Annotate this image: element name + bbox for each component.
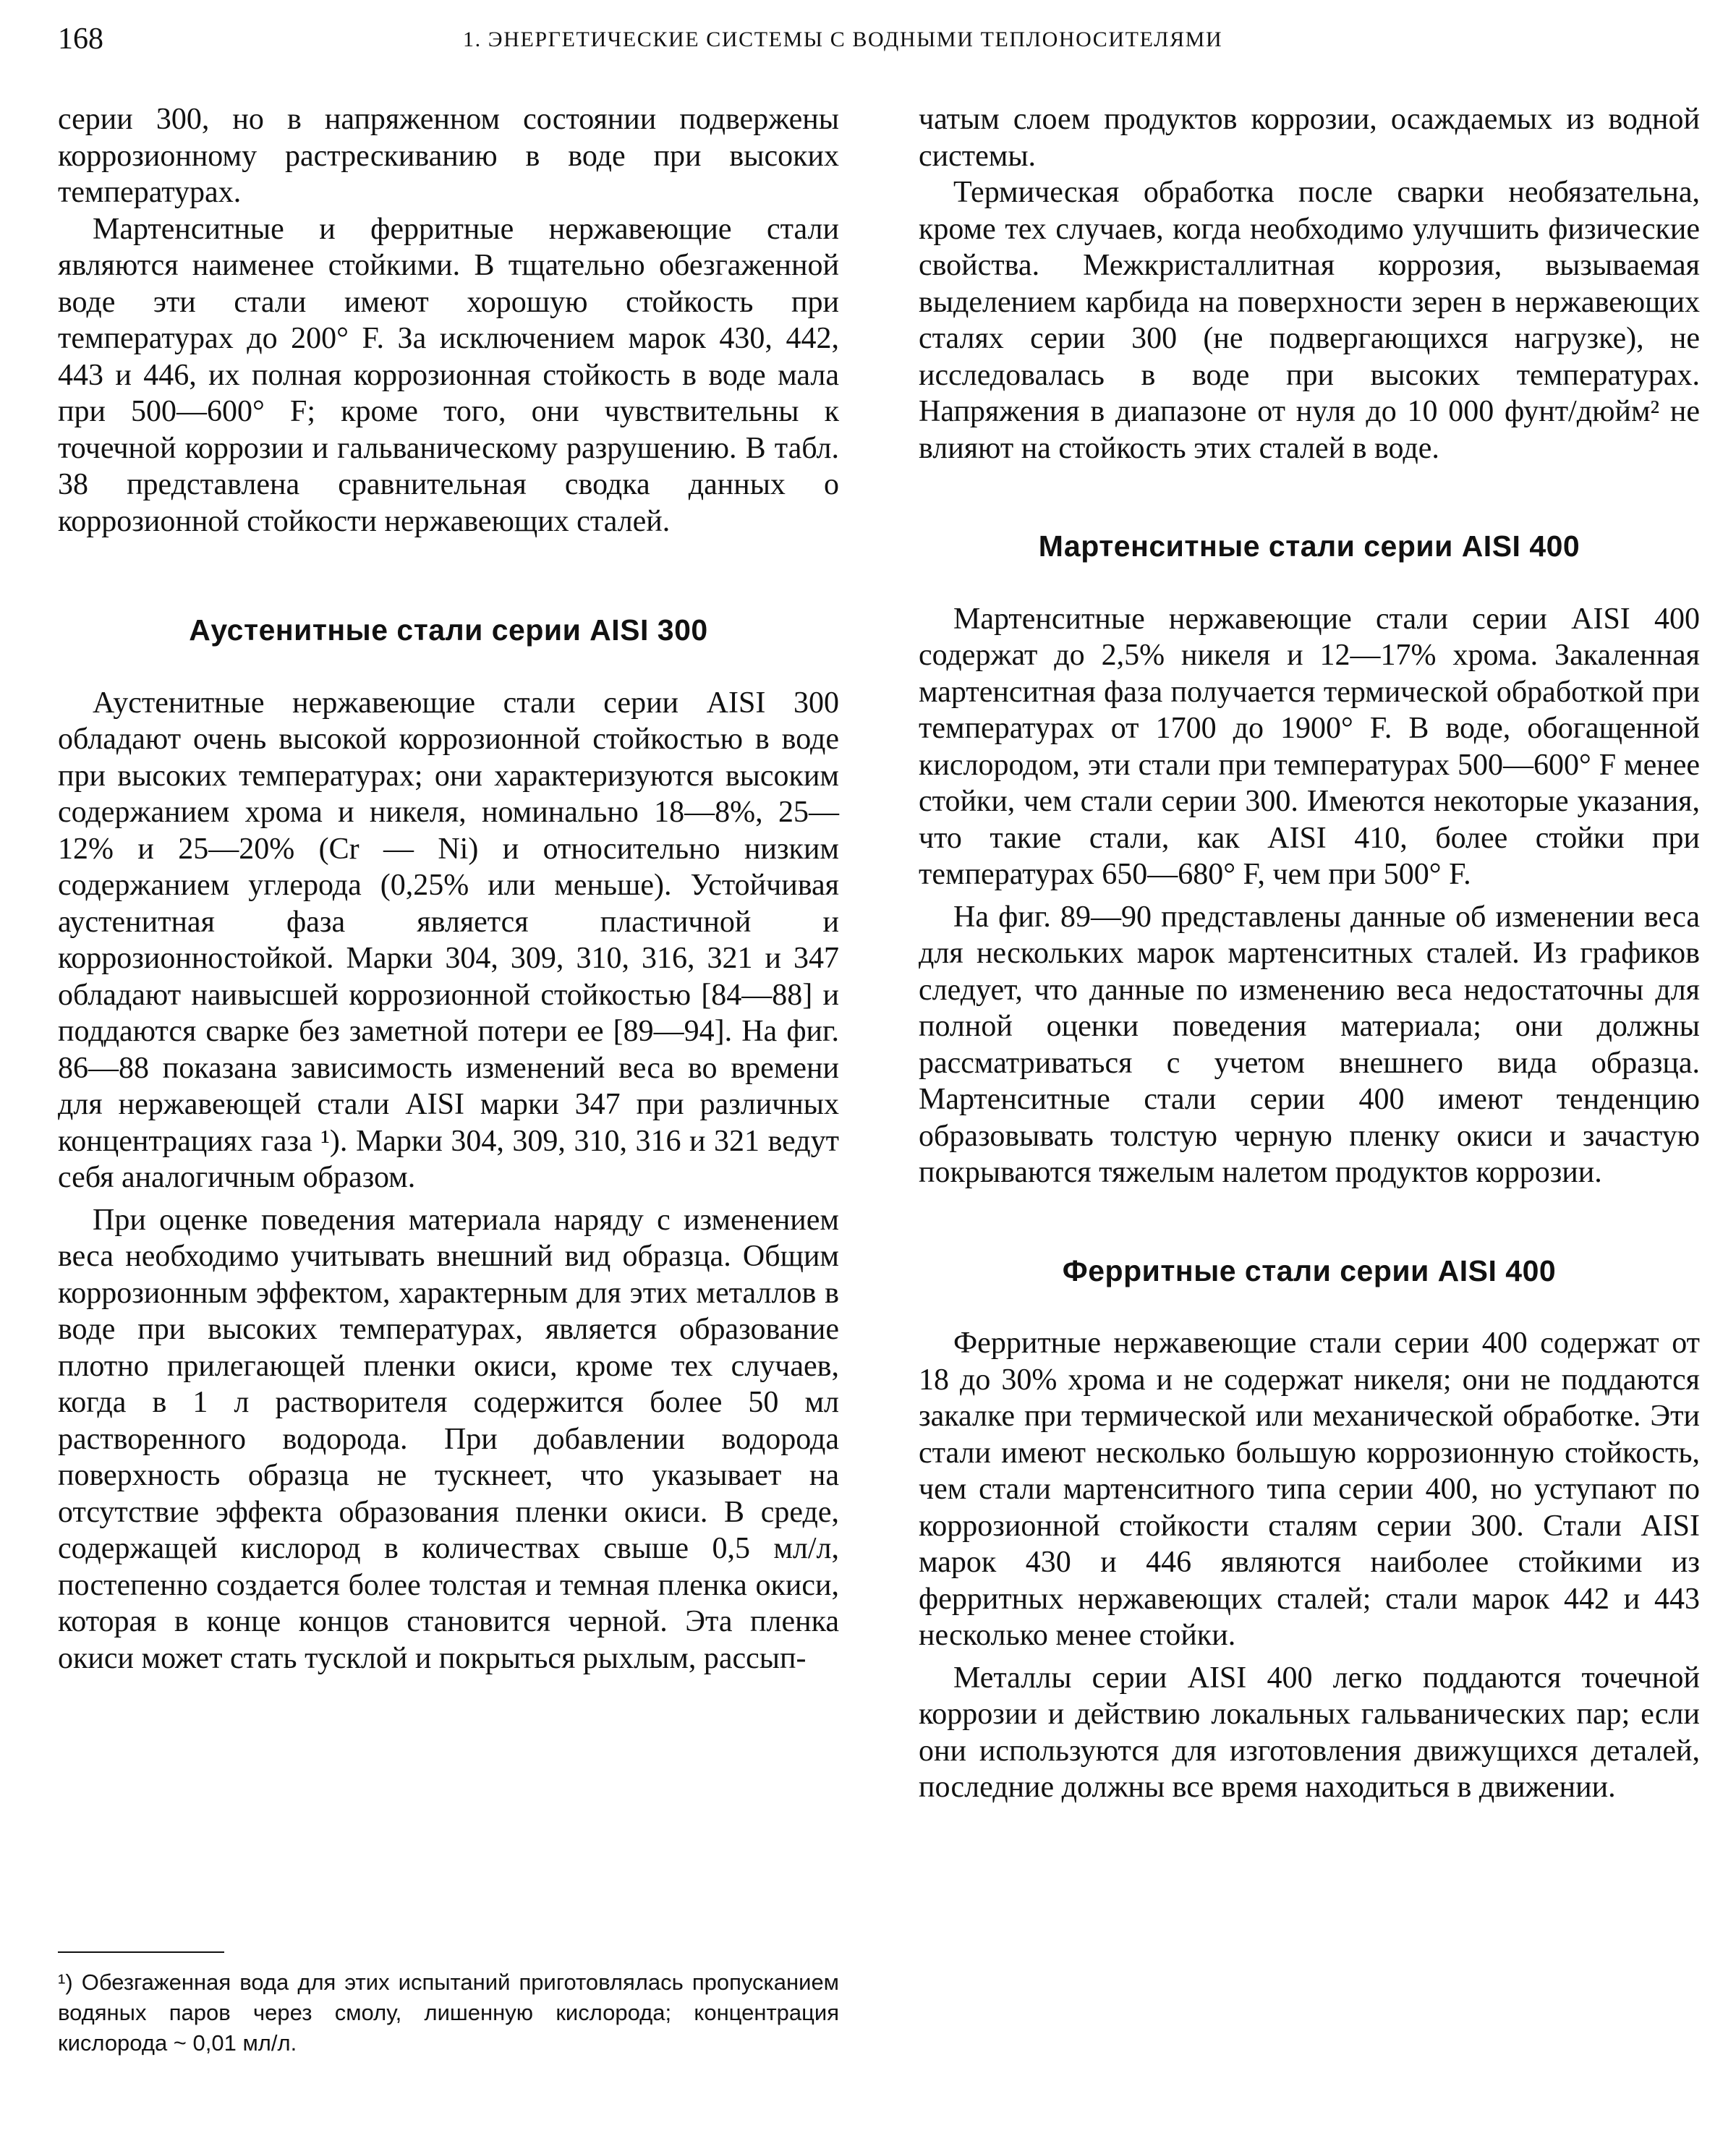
paragraph: Мартенситные нержавеющие стали серии AISI 400 содержат до 2,5% никеля и 12—17% хрома. Закаленная мартенситная фаза получается термической обработкой при температурах от 1700 до 1900° F. В воде, обогащенной кислородом, эти стали при температурах 500—600° F менее стойки, чем стали серии 300. Имеются некоторые указания, что такие стали, как AISI 410, более стойки при температурах 650—680° F, чем при 500° F. (919, 602, 1700, 891)
section-heading-ferritic: Ферритные стали серии AISI 400 (1062, 1253, 1557, 1287)
page-header (58, 22, 1678, 72)
paragraph: Мартенситные и ферритные нержавеющие стали являются наименее стойкими. В тщательно обезгаженной воде эти стали имеют хорошую стойкость при температурах до 200° F. За исключением марок 430, 442, 443 и 446, их полная коррозионная стойкость в воде мала при 500—600° F; кроме того, они чувствительны к точечной коррозии и гальваническому разрушению. В табл. 38 представлена сравнительная сводка данных о коррозионной стойкости нержавеющих сталей. (58, 212, 839, 538)
paragraph: серии 300, но в напряженном состоянии подвержены коррозионному растрескиванию в воде при высоких температурах. (58, 103, 839, 209)
paragraph: Металлы серии AISI 400 легко поддаются точечной коррозии и действию локальных гальванических пар; если они используются для изготовления движущихся деталей, последние должны все время находиться в движении. (919, 1661, 1700, 1804)
section-heading-martensitic: Мартенситные стали серии AISI 400 (1038, 529, 1580, 563)
right-column (919, 101, 1700, 1806)
footnote-divider (58, 1951, 224, 1953)
section-heading-austenitic: Аустенитные стали серии AISI 300 (189, 613, 708, 647)
left-column (58, 101, 839, 1677)
running-title: 1. ЭНЕРГЕТИЧЕСКИЕ СИСТЕМЫ С ВОДНЫМИ ТЕПЛОНОСИТЕЛЯМИ (463, 27, 1223, 51)
paragraph: Аустенитные нержавеющие стали серии AISI 300 обладают очень высокой коррозионной стойкостью в воде при высоких температурах; они характеризуются высоким содержанием хрома и никеля, номинально 18—8%, 25—12% и 25—20% (Cr — Ni) и относительно низким содержанием углерода (0,25% или меньше). Устойчивая аустенитная фаза является пластичной и коррозионностойкой. Марки 304, 309, 310, 316, 321 и 347 обладают наивысшей коррозионной стойкостью [84—88] и поддаются сварке без заметной потери ее [89—94]. На фиг. 86—88 показана зависимость изменений веса во времени для нержавеющей стали AISI марки 347 при различных концентрациях газа ¹). Марки 304, 309, 310, 316 и 321 ведут себя аналогичным образом. (58, 686, 839, 1194)
footnote: ¹) Обезгаженная вода для этих испытаний приготовлялась пропусканием водяных паров через смолу, лишенную кислорода; концентрация кислорода ~ 0,01 мл/л. (58, 1970, 839, 2056)
paragraph: чатым слоем продуктов коррозии, осаждаемых из водной системы. (919, 103, 1700, 173)
paragraph: Термическая обработка после сварки необязательна, кроме тех случаев, когда необходимо улучшить физические свойства. Межкристаллитная коррозия, вызываемая выделением карбида на поверхности зерен в нержавеющих сталях серии 300 (не подвергающихся нагрузке), не исследовалась в воде при высоких температурах. Напряжения в диапазоне от нуля до 10 000 фунт/дюйм² не влияют на стойкость этих сталей в воде. (919, 176, 1700, 465)
paragraph: Ферритные нержавеющие стали серии 400 содержат от 18 до 30% хрома и не содержат никеля; они не поддаются закалке при термической или механической обработке. Эти стали имеют несколько большую коррозионную стойкость, чем стали мартенситного типа серии 400, но уступают по коррозионной стойкости сталям серии 300. Стали AISI марок 430 и 446 являются наиболее стойкими из ферритных нержавеющих сталей; стали марок 442 и 443 несколько менее стойки. (919, 1327, 1700, 1652)
paragraph: На фиг. 89—90 представлены данные об изменении веса для нескольких марок мартенситных сталей. Из графиков следует, что данные по изменению веса недостаточны для полной оценки поведения материала; они должны рассматриваться с учетом внешнего вида образца. Мартенситные стали серии 400 имеют тенденцию образовывать толстую черную пленку окиси и зачастую покрываются тяжелым налетом продуктов коррозии. (919, 900, 1700, 1189)
page-number: 168 (58, 22, 103, 56)
paragraph: При оценке поведения материала наряду с изменением веса необходимо учитывать внешний вид образца. Общим коррозионным эффектом, характерным для этих металлов в воде при высоких температурах, является образование плотно прилегающей пленки окиси, кроме тех случаев, когда в 1 л растворителя содержится более 50 мл растворенного водорода. При добавлении водорода поверхность образца не тускнеет, что указывает на отсутствие эффекта образования пленки окиси. В среде, содержащей кислород в количествах свыше 0,5 мл/л, постепенно создается более толстая и темная пленка окиси, которая в конце концов становится черной. Эта пленка окиси может стать тусклой и покрыться рыхлым, рассып- (58, 1203, 839, 1675)
